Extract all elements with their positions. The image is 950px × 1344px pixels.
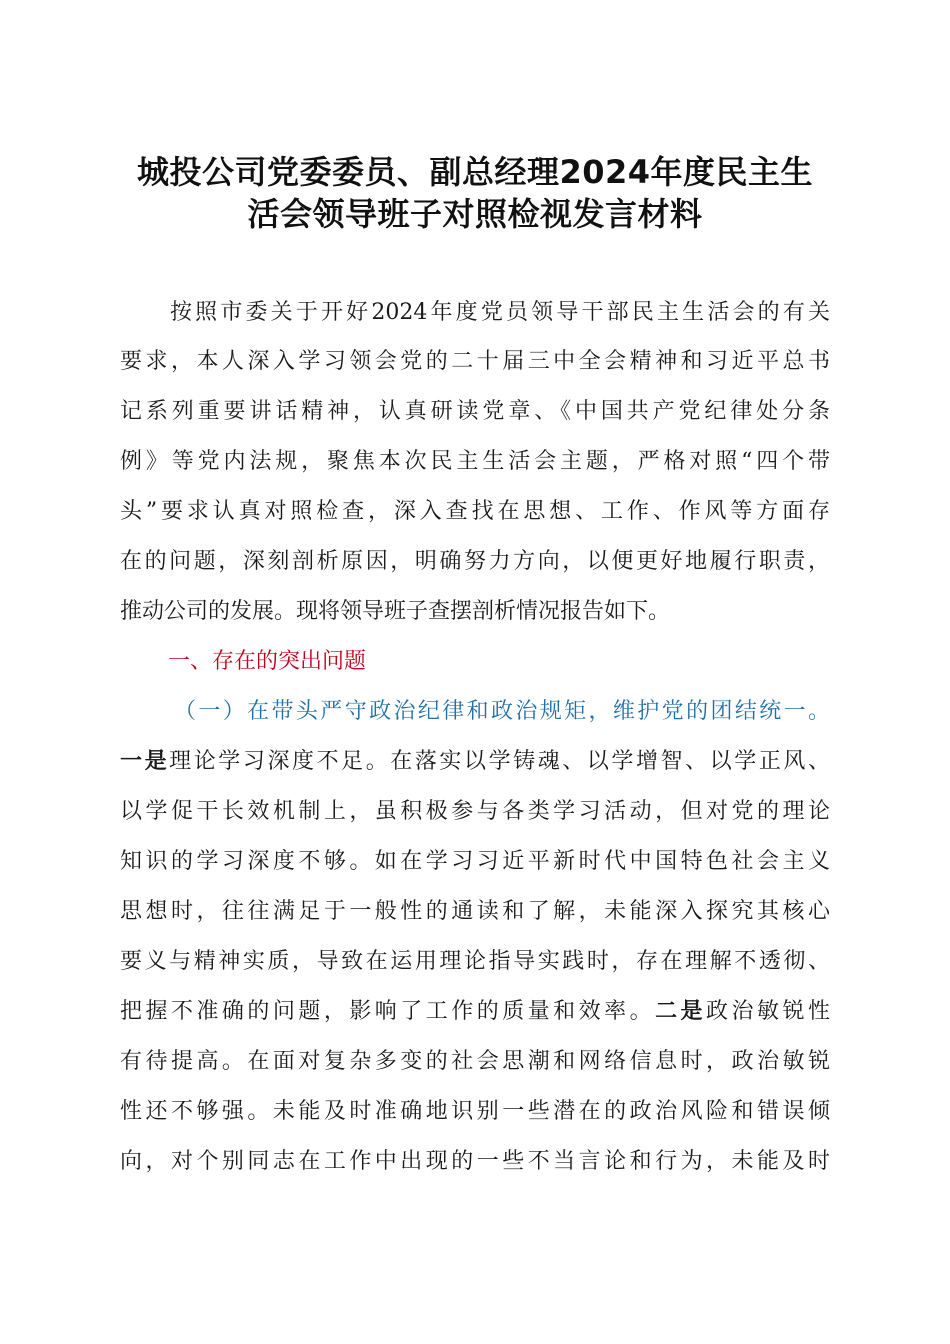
body-line-2: 以学促干长效机制上，虽积极参与各类学习活动，但对党的理论 [120,799,830,824]
body-line-3: 知识的学习深度不够。如在学习习近平新时代中国特色社会主义 [120,849,830,874]
subsection-heading-1: （一）在带头严守政治纪律和政治规矩，维护党的团结统一。 [174,699,830,724]
intro-line-1: 按照市委关于开好2024年度党员领导干部民主生活会的有关 [170,300,830,325]
body-line-5: 要义与精神实质，导致在运用理论指导实践时，存在理解不透彻、 [120,949,830,974]
intro-line-2: 要求，本人深入学习领会党的二十届三中全会精神和习近平总书 [120,349,830,374]
section-heading-1: 一、存在的突出问题 [168,649,367,674]
body-line-6 [120,997,830,1027]
point-marker-two: 二是 [655,999,707,1024]
body-line-1-text: 理论学习深度不足。在落实以学铸魂、以学增智、以学正风、 [169,749,830,774]
body-line-8: 性还不够强。未能及时准确地识别一些潜在的政治风险和错误倾 [120,1099,830,1124]
document-title-line-1: 城投公司党委委员、副总经理2024年度民主生 [136,153,814,191]
intro-line-5: 头”要求认真对照检查，深入查找在思想、工作、作风等方面存 [120,499,830,524]
body-line-4: 思想时，往往满足于一般性的通读和了解，未能深入探究其核心 [120,899,830,924]
intro-line-6: 在的问题，深刻剖析原因，明确努力方向，以便更好地履行职责， [120,549,830,574]
body-line-6-start: 把握不准确的问题，影响了工作的质量和效率。 [120,999,656,1024]
body-line-6-end: 政治敏锐性 [706,999,830,1024]
point-marker-one: 一是 [120,749,170,774]
intro-line-7: 推动公司的发展。现将领导班子查摆剖析情况报告如下。 [120,599,671,624]
intro-line-4: 例》等党内法规，聚焦本次民主生活会主题，严格对照“四个带 [120,449,830,474]
intro-line-3: 记系列重要讲话精神，认真研读党章、《中国共产党纪律处分条 [120,399,830,424]
body-line-9: 向，对个别同志在工作中出现的一些不当言论和行为，未能及时 [120,1149,830,1174]
document-title-line-2: 活会领导班子对照检视发言材料 [247,195,703,233]
body-line-7: 有待提高。在面对复杂多变的社会思潮和网络信息时，政治敏锐 [120,1049,830,1074]
body-line-1 [120,747,830,777]
